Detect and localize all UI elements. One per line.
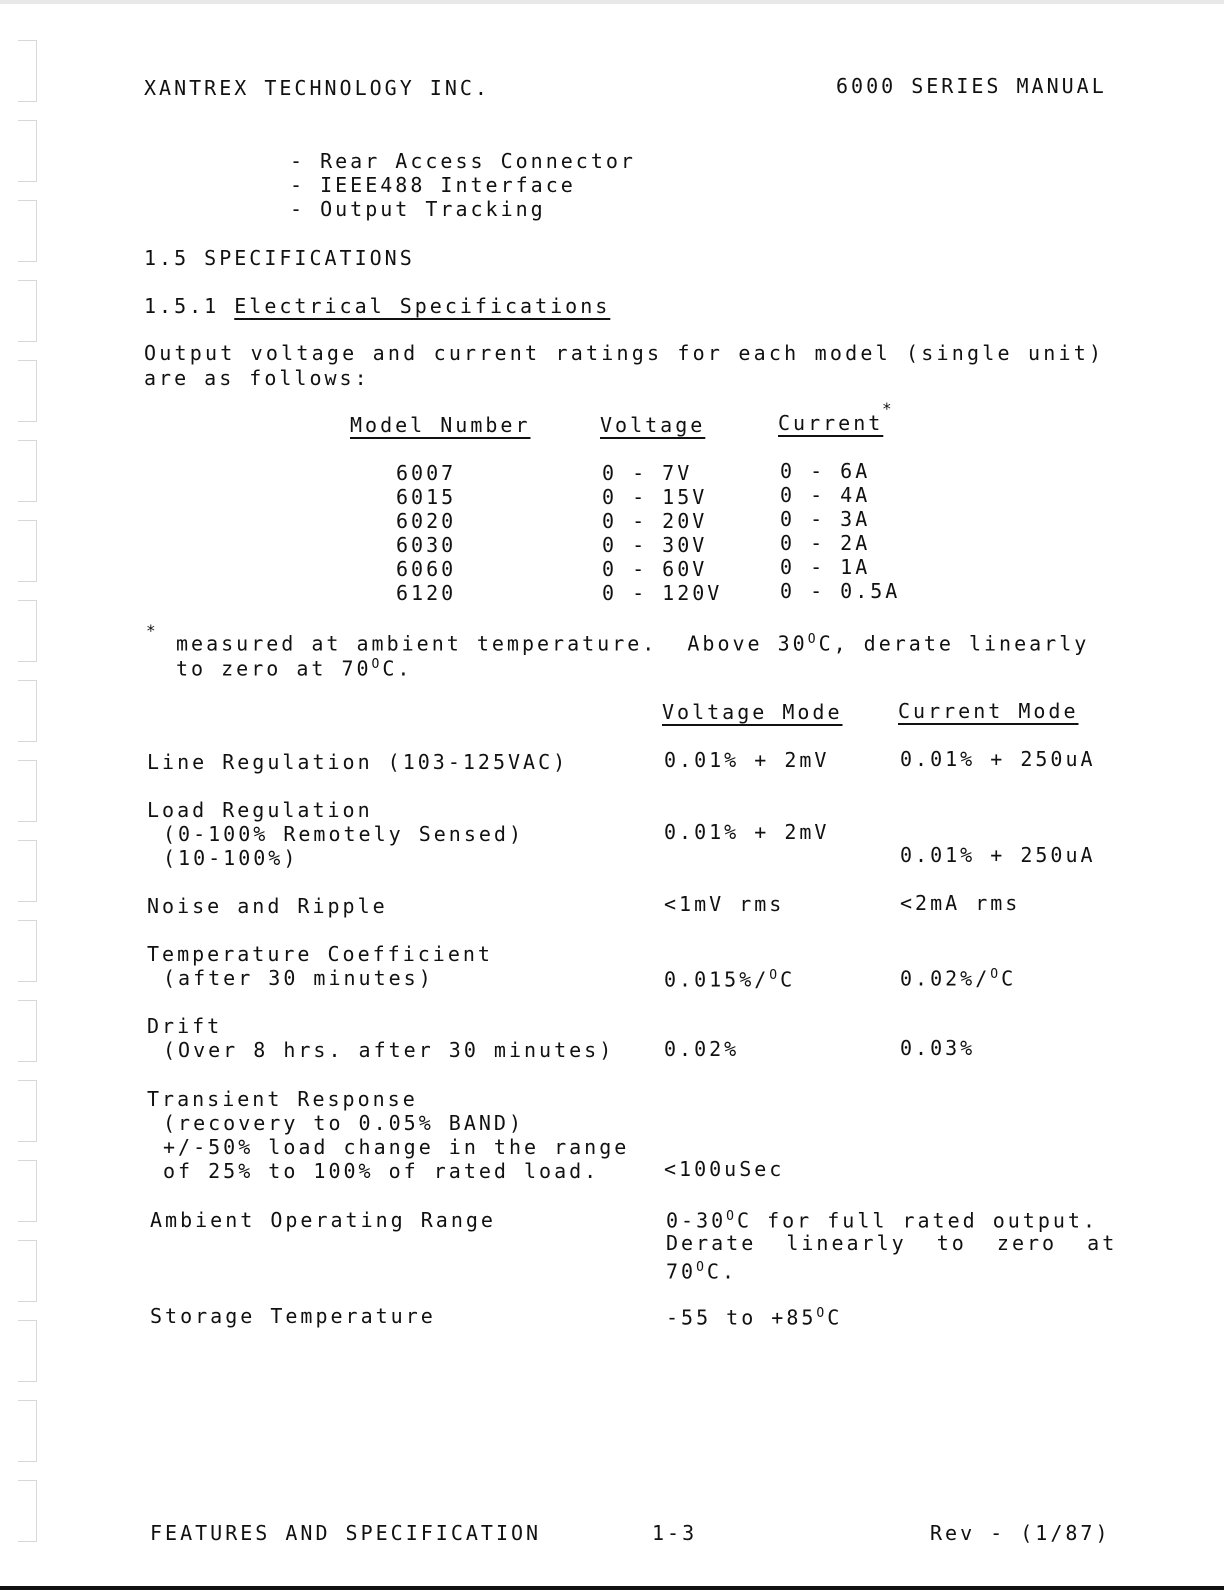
spec-value-text: C	[827, 1305, 843, 1330]
spec-value-text: C	[780, 967, 796, 992]
spec-value-text: 0.02%/	[900, 966, 991, 991]
table-cell-voltage: 0 - 15V	[602, 485, 708, 509]
spec-value-text: 0.015%/	[664, 967, 770, 992]
spec-label: Transient Response	[147, 1087, 418, 1111]
scan-artifact	[18, 1480, 37, 1542]
scan-artifact	[18, 440, 37, 502]
table-cell-current: 0 - 0.5A	[780, 579, 901, 603]
spec-sublabel: (0-100% Remotely Sensed)	[163, 822, 524, 846]
scan-artifact	[18, 1160, 37, 1222]
degree-mark: O	[371, 657, 383, 672]
scan-artifact	[18, 920, 37, 982]
table-cell-current: 0 - 3A	[780, 507, 871, 531]
scan-artifact	[18, 1000, 37, 1062]
spec-value-current: <2mA rms	[900, 891, 1021, 915]
scan-artifact	[18, 1080, 37, 1142]
degree-mark: O	[769, 968, 781, 983]
spec-label: Storage Temperature	[150, 1304, 436, 1328]
footnote-marker: *	[882, 399, 895, 418]
section-heading: 1.5 SPECIFICATIONS	[144, 246, 415, 270]
subsection-number: 1.5.1	[144, 294, 220, 318]
scan-artifact	[18, 1320, 37, 1382]
footnote-marker: *	[146, 621, 159, 640]
footnote-text: measured at ambient temperature. Above 30	[176, 631, 808, 656]
table-cell-voltage: 0 - 60V	[602, 557, 708, 581]
spec-value-voltage: 0.01% + 2mV	[664, 820, 830, 844]
scan-artifact	[18, 600, 37, 662]
col-header-voltage: Voltage	[600, 413, 706, 437]
spec-value-voltage: 0.01% + 2mV	[664, 748, 830, 772]
table-cell-model: 6120	[396, 581, 457, 605]
scan-artifact	[18, 280, 37, 342]
table-cell-model: 6020	[396, 509, 457, 533]
intro-text-line: Output voltage and current ratings for each model (single unit)	[144, 341, 1105, 365]
spec-label: Line Regulation (103-125VAC)	[147, 750, 569, 774]
col-header-model: Model Number	[350, 413, 531, 437]
table-cell-model: 6030	[396, 533, 457, 557]
table-cell-current: 0 - 4A	[780, 483, 871, 507]
spec-label: Drift	[147, 1014, 223, 1038]
option-item: - Rear Access Connector	[290, 149, 636, 173]
scan-artifact	[18, 40, 37, 102]
scan-artifact	[18, 120, 37, 182]
table-cell-voltage: 0 - 30V	[602, 533, 708, 557]
footnote-text: to zero at 70	[176, 656, 372, 681]
footer-page-number: 1-3	[652, 1521, 698, 1545]
header-manual-title: 6000 SERIES MANUAL	[836, 74, 1107, 98]
subsection-title: Electrical Specifications	[234, 294, 611, 318]
footnote-text: C.	[382, 656, 413, 681]
spec-value-voltage	[666, 1302, 842, 1330]
table-cell-voltage: 0 - 20V	[602, 509, 708, 533]
scan-artifact	[18, 840, 37, 902]
scan-edge-bottom	[0, 1586, 1224, 1590]
spec-value-voltage	[664, 964, 795, 992]
footnote-text-line	[176, 653, 412, 681]
spec-label: Noise and Ripple	[147, 894, 388, 918]
spec-sublabel: (Over 8 hrs. after 30 minutes)	[163, 1038, 615, 1062]
spec-value-text: 0-30	[666, 1208, 727, 1233]
intro-text-line: are as follows:	[144, 366, 370, 390]
table-cell-model: 6015	[396, 485, 457, 509]
degree-mark: O	[807, 632, 819, 647]
subsection-heading	[144, 294, 610, 318]
col-header-current: Current	[778, 411, 884, 435]
degree-mark: O	[816, 1306, 828, 1321]
scan-artifact	[18, 520, 37, 582]
spec-label: Ambient Operating Range	[150, 1208, 496, 1232]
table-cell-model: 6060	[396, 557, 457, 581]
footer-section-title: FEATURES AND SPECIFICATION	[150, 1521, 542, 1545]
degree-mark: O	[990, 967, 1002, 982]
header-company: XANTREX TECHNOLOGY INC.	[144, 76, 490, 100]
col-header-voltage-mode: Voltage Mode	[662, 700, 843, 724]
spec-value-voltage: <100uSec	[664, 1157, 785, 1181]
spec-label: Load Regulation	[147, 798, 373, 822]
scan-artifact	[18, 680, 37, 742]
scan-artifact	[18, 1400, 37, 1462]
degree-mark: O	[726, 1209, 737, 1224]
scan-artifact	[18, 1240, 37, 1302]
spec-value-voltage: <1mV rms	[664, 892, 785, 916]
spec-sublabel: (10-100%)	[163, 846, 299, 870]
scan-artifact	[18, 760, 37, 822]
spec-value-text-line	[666, 1256, 737, 1284]
spec-value-current: 0.01% + 250uA	[900, 843, 1096, 867]
degree-mark: O	[696, 1260, 707, 1275]
spec-value-text: C	[1001, 966, 1017, 991]
spec-value-voltage: 0.02%	[664, 1037, 740, 1061]
option-item: - IEEE488 Interface	[290, 173, 576, 197]
table-cell-current: 0 - 6A	[780, 459, 871, 483]
table-cell-voltage: 0 - 7V	[602, 461, 693, 485]
spec-value-current	[900, 963, 1016, 991]
spec-value-current: 0.03%	[900, 1036, 976, 1060]
footnote-text-line	[176, 628, 1089, 656]
spec-value-text: C for full rated output.	[737, 1208, 1098, 1233]
table-cell-current: 0 - 2A	[780, 531, 871, 555]
col-header-current-mode: Current Mode	[898, 699, 1079, 723]
spec-value-text-line: Derate linearly to zero at	[666, 1231, 1118, 1255]
table-cell-model: 6007	[396, 461, 457, 485]
footer-revision: Rev - (1/87)	[930, 1521, 1111, 1545]
scan-artifact	[18, 200, 37, 262]
spec-sublabel: (after 30 minutes)	[163, 966, 434, 990]
spec-sublabel: +/-50% load change in the range	[163, 1135, 630, 1159]
scan-edge-top	[0, 0, 1224, 4]
option-item: - Output Tracking	[290, 197, 546, 221]
footnote-text: C, derate linearly	[818, 631, 1090, 656]
spec-value-text-line	[666, 1205, 1098, 1233]
spec-value-text: C.	[706, 1259, 738, 1284]
table-cell-current: 0 - 1A	[780, 555, 871, 579]
table-cell-voltage: 0 - 120V	[602, 581, 723, 605]
spec-value-text: -55 to +85	[666, 1305, 817, 1330]
spec-sublabel: of 25% to 100% of rated load.	[163, 1159, 600, 1183]
scan-artifact	[18, 360, 37, 422]
spec-label: Temperature Coefficient	[147, 942, 493, 966]
spec-value-text: 70	[666, 1259, 697, 1284]
spec-sublabel: (recovery to 0.05% BAND)	[163, 1111, 524, 1135]
spec-value-current: 0.01% + 250uA	[900, 747, 1096, 771]
